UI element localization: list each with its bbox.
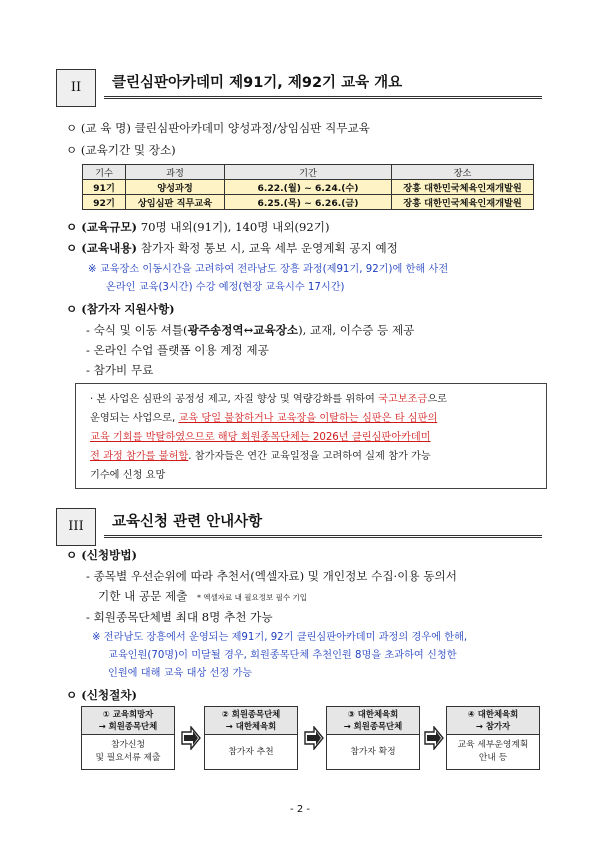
support-text: ), 교재, 이수증 등 제공: [298, 323, 415, 337]
edu-name-label: ㅇ (교 육 명): [66, 121, 131, 135]
notice-text: 운영되는 사업으로,: [90, 413, 179, 424]
flow-step-body: [327, 735, 419, 769]
notice-emphasis: 전 과정 참가를 불허함: [90, 451, 189, 462]
flow-step-title: ② 회원종목단체: [221, 709, 281, 719]
arrow-right-icon: [304, 726, 324, 750]
notice-line: [90, 393, 447, 407]
flow-step-header: [82, 707, 174, 735]
schedule-table: [82, 164, 534, 210]
notice-text: 으로: [427, 394, 448, 405]
scale-value: 70명 내외(91기), 140명 내외(92기): [140, 220, 330, 234]
notice-text: · 본 사업은 심판의 공정성 제고, 자질 향상 및 역량강화를 위하여: [90, 394, 379, 405]
flow-step-title: ③ 대한체육회: [347, 709, 399, 719]
table-cell: 91기: [83, 180, 126, 195]
notice-line: [90, 450, 431, 464]
flow-step-text: 및 필요서류 제출: [95, 753, 161, 763]
table-header-row: [83, 165, 534, 180]
flow-step-title: ④ 대한체육회: [467, 709, 519, 719]
method-note-line: ※ 전라남도 장흥에서 운영되는 제91기, 92기 클린심판아카데미 과정의 경우에 한해,: [92, 632, 468, 643]
period-label: ㅇ (교육기간 및 장소): [66, 143, 176, 157]
flow-step-1: [81, 706, 175, 770]
flow-step-header: [205, 707, 297, 735]
notice-box: [75, 383, 547, 489]
support-item: - 참가비 무료: [86, 363, 154, 377]
support-label: ㅇ (참가자 지원사항): [66, 302, 175, 316]
section-2-header: [56, 69, 544, 107]
notice-line: 교육 기회를 박탈하였으므로 해당 회원종목단체는 2026년 클린심판아카데미: [90, 432, 431, 443]
flow-step-2: [204, 706, 298, 770]
support-item: [86, 322, 414, 338]
flow-step-body: [205, 735, 297, 769]
method-text: 기한 내 공문 제출: [98, 589, 188, 603]
notice-emphasis: 교육 당일 불참하거나 교육장을 이탈하는 심판은 타 심판의: [178, 413, 438, 424]
flow-step-header: [327, 707, 419, 735]
table-header: 기간: [225, 165, 392, 180]
flow-step-header: [447, 707, 539, 735]
notice-line: [90, 412, 437, 426]
method-item: [98, 588, 307, 606]
section-title: 클린심판아카데미 제91기, 제92기 교육 개요: [104, 69, 542, 99]
content-note-line: ※ 교육장소 이동시간을 고려하여 전라남도 장흥 과정(제91기, 92기)에 한해 사전: [88, 264, 449, 275]
table-cell: 장흥 대한민국체육인재개발원: [392, 195, 534, 210]
flow-step-text: 참가신청: [111, 740, 145, 750]
edu-name-row: [66, 120, 370, 136]
table-header: 기수: [83, 165, 126, 180]
flow-step-title: → 참가자: [475, 721, 511, 731]
flow-step-body: [82, 735, 174, 769]
notice-text: . 참가자들은 연간 교육일정을 고려하여 실제 참가 가능: [188, 451, 431, 462]
table-row: [83, 180, 534, 195]
page-number: - 2 -: [290, 804, 310, 815]
table-header: 과정: [126, 165, 225, 180]
notice-emphasis: 국고보조금: [378, 394, 428, 405]
content-label: ㅇ (교육내용): [66, 241, 138, 255]
method-footnote: * 엑셀자료 내 필요정보 필수 기입: [197, 593, 308, 602]
method-note-line: 인원에 대해 교육 대상 선정 가능: [108, 668, 253, 679]
support-item: - 온라인 수업 플랫폼 이용 계정 제공: [86, 343, 269, 357]
support-text: - 숙식 및 이동 셔틀(: [86, 323, 188, 337]
table-cell: 장흥 대한민국체육인재개발원: [392, 180, 534, 195]
notice-line: 기수에 신청 요망: [90, 470, 166, 481]
flow-step-title: → 회원종목단체: [343, 721, 403, 731]
content-value: 참가자 확정 통보 시, 교육 세부 운영계획 공지 예정: [140, 241, 398, 255]
content-note-line: 온라인 교육(3시간) 수강 예정(현장 교육시수 17시간): [106, 282, 345, 293]
table-cell: 92기: [83, 195, 126, 210]
section-number: II: [56, 69, 96, 107]
flow-step-title: → 대한체육회: [225, 721, 277, 731]
table-cell: 상임심판 직무교육: [126, 195, 225, 210]
section-title: 교육신청 관련 안내사항: [104, 508, 542, 538]
section-number: III: [56, 508, 96, 546]
table-cell: 6.22.(월) ~ 6.24.(수): [225, 180, 392, 195]
scale-label: ㅇ (교육규모): [66, 220, 138, 234]
flow-step-title: ① 교육희망자: [102, 709, 154, 719]
edu-name-value: 클린심판아카데미 양성과정/상임심판 직무교육: [134, 121, 370, 135]
method-item: - 회원종목단체별 최대 8명 추천 가능: [86, 610, 273, 624]
flow-step-title: → 회원종목단체: [98, 721, 158, 731]
method-label: ㅇ (신청방법): [66, 548, 138, 562]
arrow-right-icon: [424, 726, 444, 750]
scale-row: [66, 219, 330, 235]
shuttle-route: 광주송정역↔교육장소: [187, 323, 299, 337]
content-row: [66, 240, 398, 256]
flow-step-text: 참가자 추천: [228, 746, 274, 757]
arrow-right-icon: [181, 726, 201, 750]
flow-step-3: [326, 706, 420, 770]
flow-step-body: [447, 735, 539, 769]
table-cell: 6.25.(목) ~ 6.26.(금): [225, 195, 392, 210]
flow-step-text: 참가자 확정: [350, 746, 396, 757]
procedure-label: ㅇ (신청절차): [66, 688, 138, 702]
table-cell: 양성과정: [126, 180, 225, 195]
flow-step-text: 교육 세부운영계획: [457, 740, 529, 750]
table-row: [83, 195, 534, 210]
section-3-header: [56, 508, 544, 546]
table-header: 장소: [392, 165, 534, 180]
flow-step-text: 안내 등: [478, 753, 508, 763]
method-note-line: 교육인원(70명)이 미달될 경우, 회원종목단체 추천인원 8명을 초과하여 신청한: [108, 650, 457, 661]
flow-step-4: [446, 706, 540, 770]
method-item: - 종목별 우선순위에 따라 추천서(엑셀자료) 및 개인정보 수집·이용 동의서: [86, 569, 457, 583]
